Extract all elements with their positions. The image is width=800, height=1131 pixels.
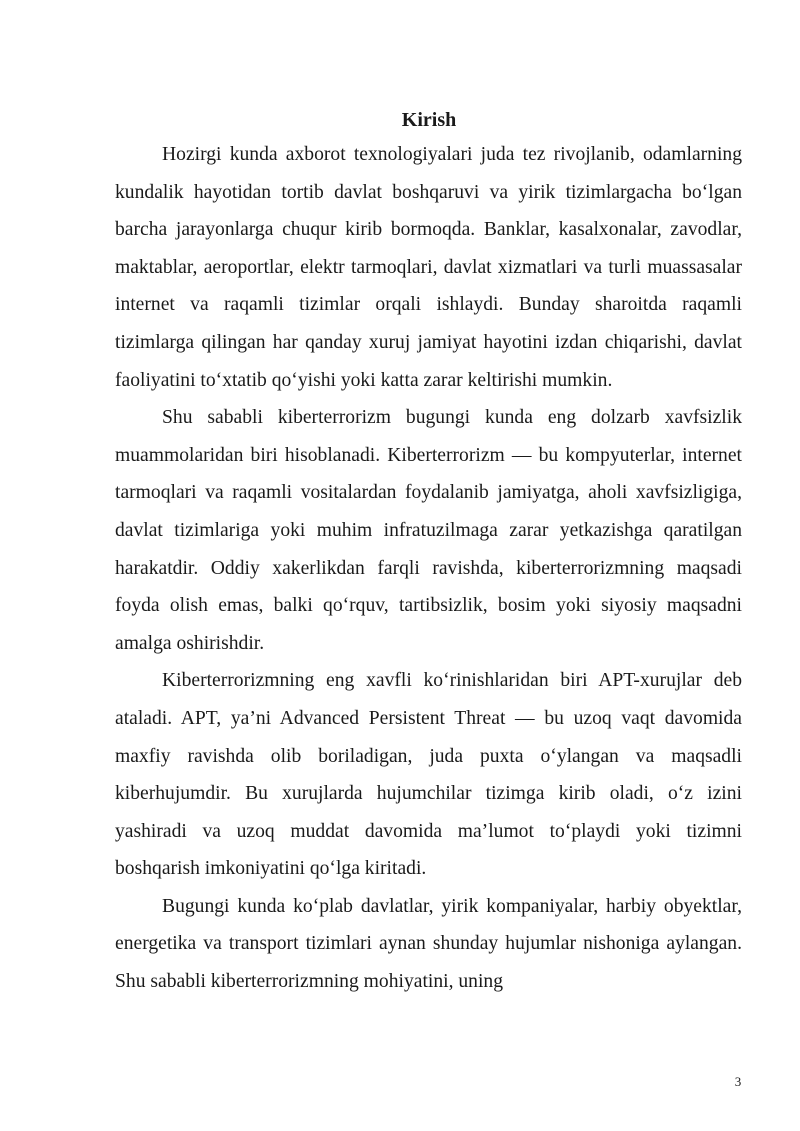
paragraph-2: Shu sababli kiberterrorizm bugungi kunda eng dolzarb xavfsizlik muammolaridan biri hisoblanadi. Kiberterrorizm — bu kompyuterlar, internet tarmoqlari va raqamli vositalardan foydalanib jamiyatga, aholi xavfsizligiga, davlat tizimlariga yoki muhim infratuzilmaga zarar yetkazishga qaratilgan harakatdir. Oddiy xakerlikdan farqli ravishda, kiberterrorizmning maqsadi foyda olish emas, balki qo‘rquv, tartibsizlik, bosim yoki siyosiy maqsadni amalga oshirishdir. <box>115 407 742 654</box>
paragraph-1: Hozirgi kunda axborot texnologiyalari juda tez rivojlanib, odamlarning kundalik hayotidan tortib davlat boshqaruvi va yirik tizimlargacha bo‘lgan barcha jarayonlarga chuqur kirib bormoqda. Banklar, kasalxonalar, zavodlar, maktablar, aeroportlar, elektr tarmoqlari, davlat xizmatlari va turli muassasalar internet va raqamli tizimlar orqali ishlaydi. Bunday sharoitda raqamli tizimlarga qilingan har qanday xuruj jamiyat hayotini izdan chiqarishi, davlat faoliyatini to‘xtatib qo‘yishi yoki katta zarar keltirishi mumkin. <box>115 144 742 391</box>
paragraph-3: Kiberterrorizmning eng xavfli ko‘rinishlaridan biri APT-xurujlar deb ataladi. APT, ya’ni Advanced Persistent Threat — bu uzoq vaqt davomida maxfiy ravishda olib boriladigan, juda puxta o‘ylangan va maqsadli kiberhujumdir. Bu xurujlarda hujumchilar tizimga kirib oladi, o‘z izini yashiradi va uzoq muddat davomida ma’lumot to‘playdi yoki tizimni boshqarish imkoniyatini qo‘lga kiritadi. <box>115 670 742 880</box>
section-heading: Kirish <box>401 109 457 131</box>
page-number: 3 <box>734 1074 742 1089</box>
body-text <box>115 136 742 1001</box>
paragraph-4: Bugungi kunda ko‘plab davlatlar, yirik kompaniyalar, harbiy obyektlar, energetika va transport tizimlari aynan shunday hujumlar nishoniga aylangan. Shu sababli kiberterrorizmning mohiyatini, uning <box>115 895 742 993</box>
